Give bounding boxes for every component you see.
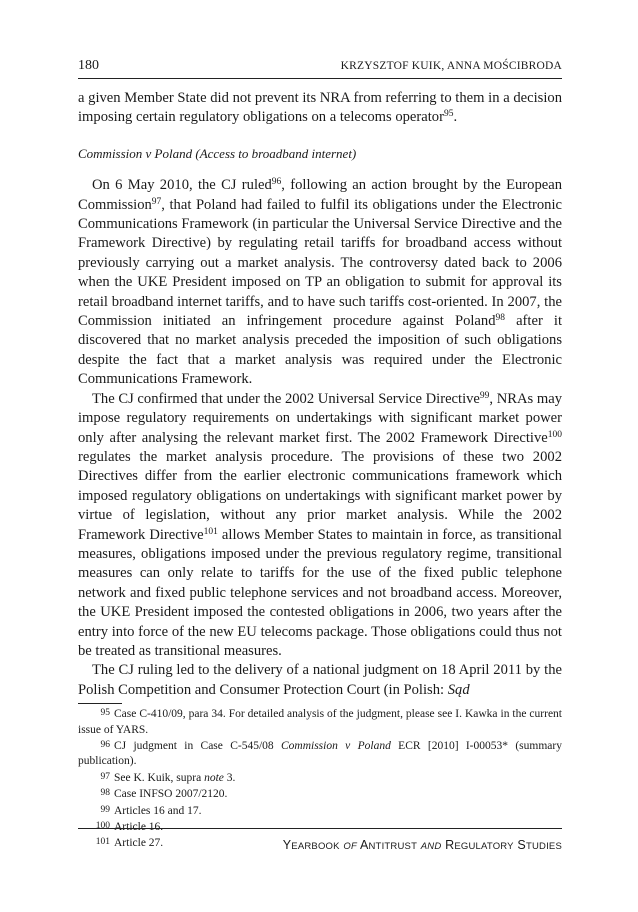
section-title: Commission v Poland (Access to broadband internet)	[78, 145, 357, 161]
footnote-97: 97 See K. Kuik, supra note 3.	[100, 771, 236, 784]
footnote-divider	[78, 703, 122, 704]
footnote-99: 99 Articles 16 and 17.	[100, 804, 202, 817]
running-footer: YEARBOOK OF ANTITRUST AND REGULATORY STUDIES	[78, 828, 562, 852]
footnote-ref: 95	[443, 109, 454, 120]
footnote-ref: 97	[151, 196, 162, 207]
footnote-96: 96 CJ judgment in Case C-545/08 Commission v Poland ECR [2010] I-00053* (summary publication).	[78, 740, 562, 768]
page	[78, 58, 562, 852]
footnote-101: 101 Article 27.	[95, 837, 164, 850]
footnote-ref: 99	[479, 390, 490, 401]
paragraph-2: The CJ confirmed that under the 2002 Universal Service Directive$^{99}$, NRAs may impose regulatory requirements on undertakings with significant market power only after analysing the relevant market first. The 2002 Framework Directive$^{100}$ regulates the market analysis procedure. The provisions of these two 2002 Directives differ from the earlier electronic communications framework which imposed regulatory obligations on undertakings with significant market power by virtue of legislation, without any prior market analysis. While the 2002 Framework Directive$^{101}$ allows Member States to maintain in force, as transitional measures, obligations imposed under the previous regulatory regime, transitional measures can only relate to tariffs for the use of the fixed public telephone network and fixed public telephone services and not broadband access. Moreover, the UKE President imposed the contested obligations in 2006, two years after the entry into force of the new EU telecoms package. Those obligations could thus not be treated as transitional measures.	[78, 390, 562, 659]
footnote-ref: 101	[203, 526, 218, 537]
paragraph-continuation: a given Member State did not prevent its NRA from referring to them in a decision imposing certain regulatory obligations on a telecoms operator$^{95}$.	[78, 90, 562, 126]
footnote-ref: 96	[271, 177, 282, 188]
footnote-ref: 98	[495, 313, 505, 324]
paragraph-1: On 6 May 2010, the CJ ruled$^{96}$, following an action brought by the European Commission$^{97}$, that Poland had failed to fulfil its obligations under the Electronic Communications Framework (in particular the Universal Service Directive and the Framework Directive) by regulating retail tariffs for broadband access without previously carrying out a market analysis. The controversy dated back to 2006 when the UKE President imposed on TP an obligation to submit for approval its retail broadband internet tariffs, and to have such tariffs cost-oriented. In 2007, the Commission initiated an infringement procedure against Poland$^{98}$ after it discovered that no market analysis preceded the imposition of such obligations despite the fact that a market analysis was required under the Electronic Communications Framework.	[78, 177, 563, 388]
footnote-98: 98 Case INFSO 2007/2120.	[100, 788, 228, 801]
footnote-100: 100 Article 16.	[95, 821, 164, 834]
paragraph-3: The CJ ruling led to the delivery of a national judgment on 18 April 2011 by the Polish Competition and Consumer Protection Court (in Polish: Sąd	[78, 662, 562, 698]
footnote-ref: 100	[547, 429, 562, 440]
running-header	[78, 58, 562, 79]
running-header-authors: KRZYSZTOF KUIK, ANNA MOŚCIBRODA	[340, 60, 562, 72]
page-number: 180	[78, 58, 99, 73]
footnote-95: 95 Case C-410/09, para 34. For detailed analysis of the judgment, please see I. Kawka in the current issue of YARS.	[78, 708, 562, 736]
body-text	[78, 89, 562, 700]
